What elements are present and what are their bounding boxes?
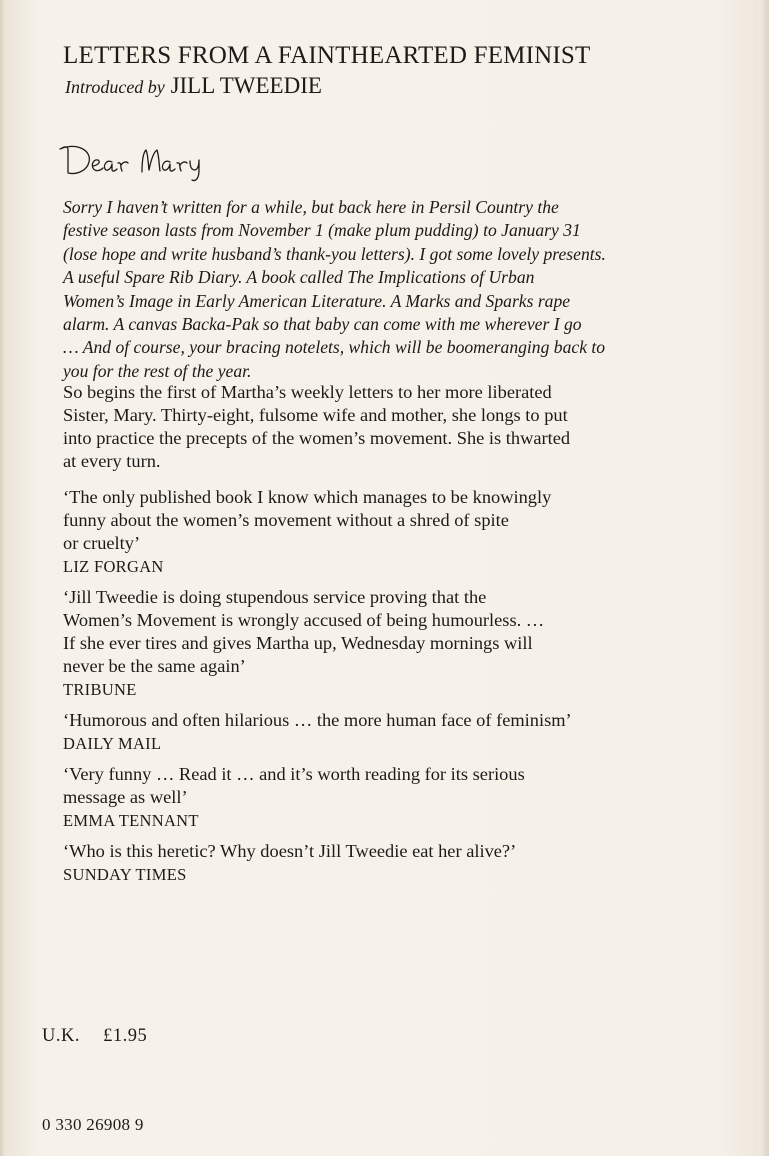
quote-line: ‘Very funny … Read it … and it’s worth reading for its serious bbox=[63, 764, 525, 784]
letter-line: Sorry I haven’t written for a while, but back here in Persil Country the bbox=[63, 197, 559, 217]
review-quote bbox=[63, 763, 663, 832]
quote-line: funny about the women’s movement without a shred of spite bbox=[63, 510, 509, 530]
blurb-line: at every turn. bbox=[63, 451, 161, 471]
blurb-line: into practice the precepts of the women’s movement. She is thwarted bbox=[63, 428, 571, 448]
price-amount: £1.95 bbox=[103, 1026, 148, 1046]
byline-intro-label: Introduced by bbox=[65, 77, 165, 97]
letter-line: Women’s Image in Early American Literature. A Marks and Sparks rape bbox=[63, 290, 571, 311]
quote-line: ‘Jill Tweedie is doing stupendous service proving that the bbox=[63, 587, 487, 607]
letter-line: (lose hope and write husband’s thank-you letters). I got some lovely presents. bbox=[63, 243, 606, 264]
handwritten-salutation bbox=[56, 138, 231, 184]
quote-line: Women’s Movement is wrongly accused of being humourless. … bbox=[63, 610, 545, 630]
quote-line: If she ever tires and gives Martha up, Wednesday mornings will bbox=[63, 633, 533, 653]
byline bbox=[65, 73, 322, 99]
quote-line: never be the same again’ bbox=[63, 656, 246, 676]
quote-source: DAILY MAIL bbox=[63, 734, 162, 753]
quote-source: SUNDAY TIMES bbox=[63, 865, 187, 884]
blurb-line: So begins the first of Martha’s weekly letters to her more liberated bbox=[63, 382, 552, 402]
quote-line: message as well’ bbox=[63, 787, 188, 807]
letter-line: festive season lasts from November 1 (make plum pudding) to January 31 bbox=[63, 220, 581, 241]
letter-excerpt bbox=[63, 196, 663, 383]
letter-line: you for the rest of the year. bbox=[63, 360, 252, 381]
quote-source: LIZ FORGAN bbox=[63, 557, 164, 576]
letter-line: A useful Spare Rib Diary. A book called The Implications of Urban bbox=[63, 267, 535, 288]
price-region: U.K. bbox=[42, 1026, 80, 1046]
review-quote bbox=[63, 486, 663, 578]
quote-line: ‘Humorous and often hilarious … the more human face of feminism’ bbox=[63, 710, 572, 730]
review-quote bbox=[63, 586, 663, 701]
letter-line: alarm. A canvas Backa-Pak so that baby can come with me wherever I go bbox=[63, 314, 582, 335]
blurb-line: Sister, Mary. Thirty-eight, fulsome wife and mother, she longs to put bbox=[63, 405, 568, 425]
author-name: JILL TWEEDIE bbox=[170, 73, 322, 98]
price bbox=[42, 1026, 147, 1047]
quote-line: or cruelty’ bbox=[63, 533, 141, 553]
page-edge bbox=[759, 0, 769, 1156]
isbn: 0 330 26908 9 bbox=[42, 1115, 144, 1134]
review-quote bbox=[63, 840, 663, 886]
quote-line: ‘Who is this heretic? Why doesn’t Jill Tweedie eat her alive?’ bbox=[63, 841, 517, 861]
book-title: LETTERS FROM A FAINTHEARTED FEMINIST bbox=[63, 42, 591, 69]
spine-edge bbox=[0, 0, 6, 1156]
review-quotes bbox=[63, 486, 663, 894]
review-quote bbox=[63, 709, 663, 755]
blurb-paragraph bbox=[63, 381, 663, 473]
letter-line: … And of course, your bracing notelets, which will be boomeranging back to bbox=[63, 337, 606, 358]
quote-source: EMMA TENNANT bbox=[63, 811, 199, 830]
quote-source: TRIBUNE bbox=[63, 680, 137, 699]
quote-line: ‘The only published book I know which manages to be knowingly bbox=[63, 487, 552, 507]
